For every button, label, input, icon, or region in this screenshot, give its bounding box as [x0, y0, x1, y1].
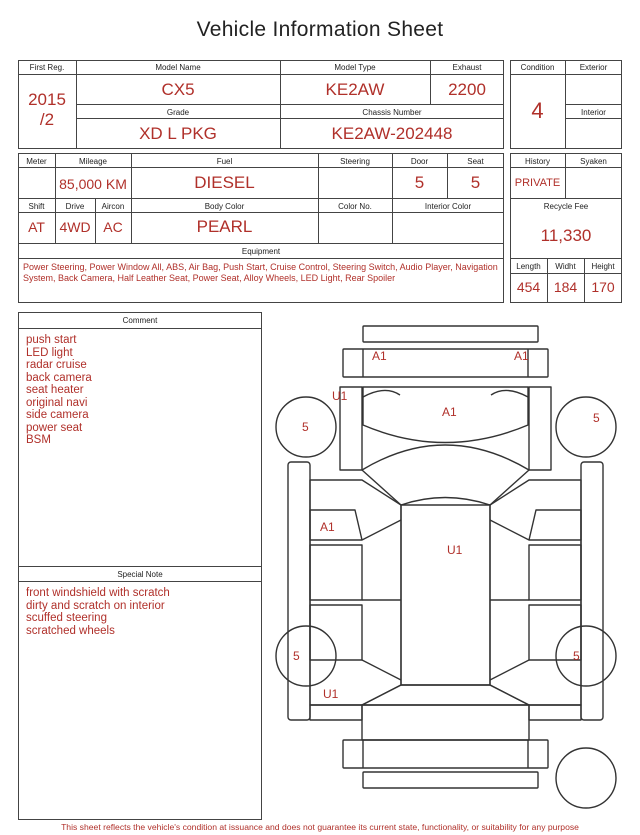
first-reg-label: First Reg. — [29, 63, 65, 72]
special-note-line: scuffed steering — [26, 612, 107, 624]
front-bumper-top — [363, 326, 538, 342]
special-note-line: scratched wheels — [26, 624, 115, 637]
body-color-label: Body Color — [204, 202, 245, 211]
model-name-label: Model Name — [155, 63, 201, 72]
equipment-label: Equipment — [241, 247, 281, 256]
length-label: Length — [516, 262, 541, 271]
color-no-label: Color No. — [338, 202, 372, 211]
body-color-value: PEARL — [196, 217, 253, 236]
comment-line: power seat — [26, 421, 83, 434]
comment-line: push start — [26, 334, 77, 346]
comment-line: back camera — [26, 371, 92, 384]
mark-left-doors: A1 — [320, 520, 335, 534]
recycle-fee-label: Recycle Fee — [543, 202, 589, 211]
mark-wheel-rear-left: 5 — [293, 649, 300, 663]
right-front-door — [529, 545, 581, 600]
comment-line: seat heater — [26, 384, 84, 396]
mark-roof: U1 — [447, 543, 463, 557]
condition-label: Condition — [520, 63, 555, 72]
model-type-value: KE2AW — [325, 80, 385, 99]
wheel-rear-left — [276, 626, 336, 686]
aircon-value: AC — [103, 219, 123, 235]
comment-line: LED light — [26, 346, 73, 359]
special-note-label: Special Note — [117, 570, 163, 579]
chassis-label: Chassis Number — [362, 108, 422, 117]
special-note-line: front windshield with scratch — [26, 587, 170, 599]
mileage-value: 85,000 KM — [59, 176, 127, 192]
comment-label: Comment — [122, 316, 158, 325]
mark-hood: A1 — [442, 405, 457, 419]
grade-value: XD L PKG — [139, 124, 217, 143]
right-fender — [529, 387, 551, 470]
exhaust-label: Exhaust — [452, 63, 482, 72]
height-value: 170 — [591, 279, 615, 295]
rear-bumper — [343, 740, 548, 768]
mark-front-left-fender: U1 — [332, 389, 348, 403]
mark-front-bumper-right: A1 — [514, 349, 529, 363]
mark-front-bumper-left: A1 — [372, 349, 387, 363]
wheel-front-right — [556, 397, 616, 457]
mark-wheel-front-right: 5 — [593, 411, 600, 425]
right-front-door-window — [529, 510, 581, 540]
car-damage-diagram — [268, 318, 628, 818]
exterior-label: Exterior — [579, 63, 608, 72]
shift-value: AT — [28, 219, 45, 235]
wheel-rear-right — [556, 626, 616, 686]
exhaust-value: 2200 — [448, 80, 486, 99]
equipment-value: Power Steering, Power Window All, ABS, Air Bag, Push Start, Cruise Control, Steering Switch, Audio Player, Navigation System, Back Camera, Half Leather Seat, Power Seat, Alloy Wheels, LED Light, Rear Spoiler — [23, 262, 498, 283]
seat-label: Seat — [467, 157, 484, 166]
rear-hatch — [362, 705, 529, 740]
interior-label: Interior — [581, 108, 606, 117]
comment-list — [26, 334, 92, 447]
drive-value: 4WD — [59, 219, 91, 235]
left-front-door-window — [310, 510, 362, 540]
length-value: 454 — [516, 279, 541, 295]
syaken-label: Syaken — [580, 157, 607, 166]
seat-value: 5 — [470, 173, 481, 192]
first-reg-value: 2015 /2 — [28, 90, 66, 129]
aircon-label: Aircon — [101, 202, 125, 211]
model-type-label: Model Type — [334, 63, 376, 72]
rear-window — [362, 685, 529, 705]
fuel-label: Fuel — [216, 157, 233, 166]
comment-line: BSM — [26, 434, 51, 446]
mileage-label: Mileage — [78, 157, 107, 166]
width-value: 184 — [553, 279, 578, 295]
page-title: Vehicle Information Sheet — [196, 18, 444, 41]
interior-color-label: Interior Color — [424, 202, 472, 211]
history-value: PRIVATE — [514, 177, 561, 189]
left-front-door — [310, 545, 362, 600]
condition-value: 4 — [531, 98, 544, 123]
special-note-line: dirty and scratch on interior — [26, 599, 165, 612]
steering-label: Steering — [340, 157, 370, 166]
grade-label: Grade — [166, 108, 190, 117]
mark-wheel-front-left: 5 — [302, 420, 309, 434]
model-name-value: CX5 — [161, 80, 195, 99]
right-sill — [581, 462, 603, 720]
fuel-value: DIESEL — [194, 173, 255, 192]
mark-rear-left-quarter: U1 — [323, 687, 339, 701]
chassis-value: KE2AW-202448 — [331, 124, 453, 143]
door-label: Door — [410, 157, 429, 166]
footer-disclaimer: This sheet reflects the vehicle's condition at issuance and does not guarantee its current state, functionality, or suitability for any purpose — [61, 822, 579, 832]
meter-label: Meter — [26, 157, 47, 166]
comment-line: side camera — [26, 409, 89, 421]
history-label: History — [525, 157, 550, 166]
special-note-list — [26, 587, 170, 637]
door-value: 5 — [414, 173, 425, 192]
comment-line: original navi — [26, 396, 88, 409]
roof-panel — [401, 505, 490, 685]
rear-bumper-bottom — [363, 772, 538, 788]
mark-wheel-rear-right: 5 — [573, 649, 580, 663]
width-label: Widht — [555, 262, 576, 271]
spare-wheel — [556, 748, 616, 808]
recycle-fee-value: 11,330 — [540, 226, 592, 245]
comment-line: radar cruise — [26, 359, 87, 371]
left-sill — [288, 462, 310, 720]
drive-label: Drive — [65, 202, 85, 211]
height-label: Height — [591, 262, 615, 271]
shift-label: Shift — [28, 202, 45, 211]
